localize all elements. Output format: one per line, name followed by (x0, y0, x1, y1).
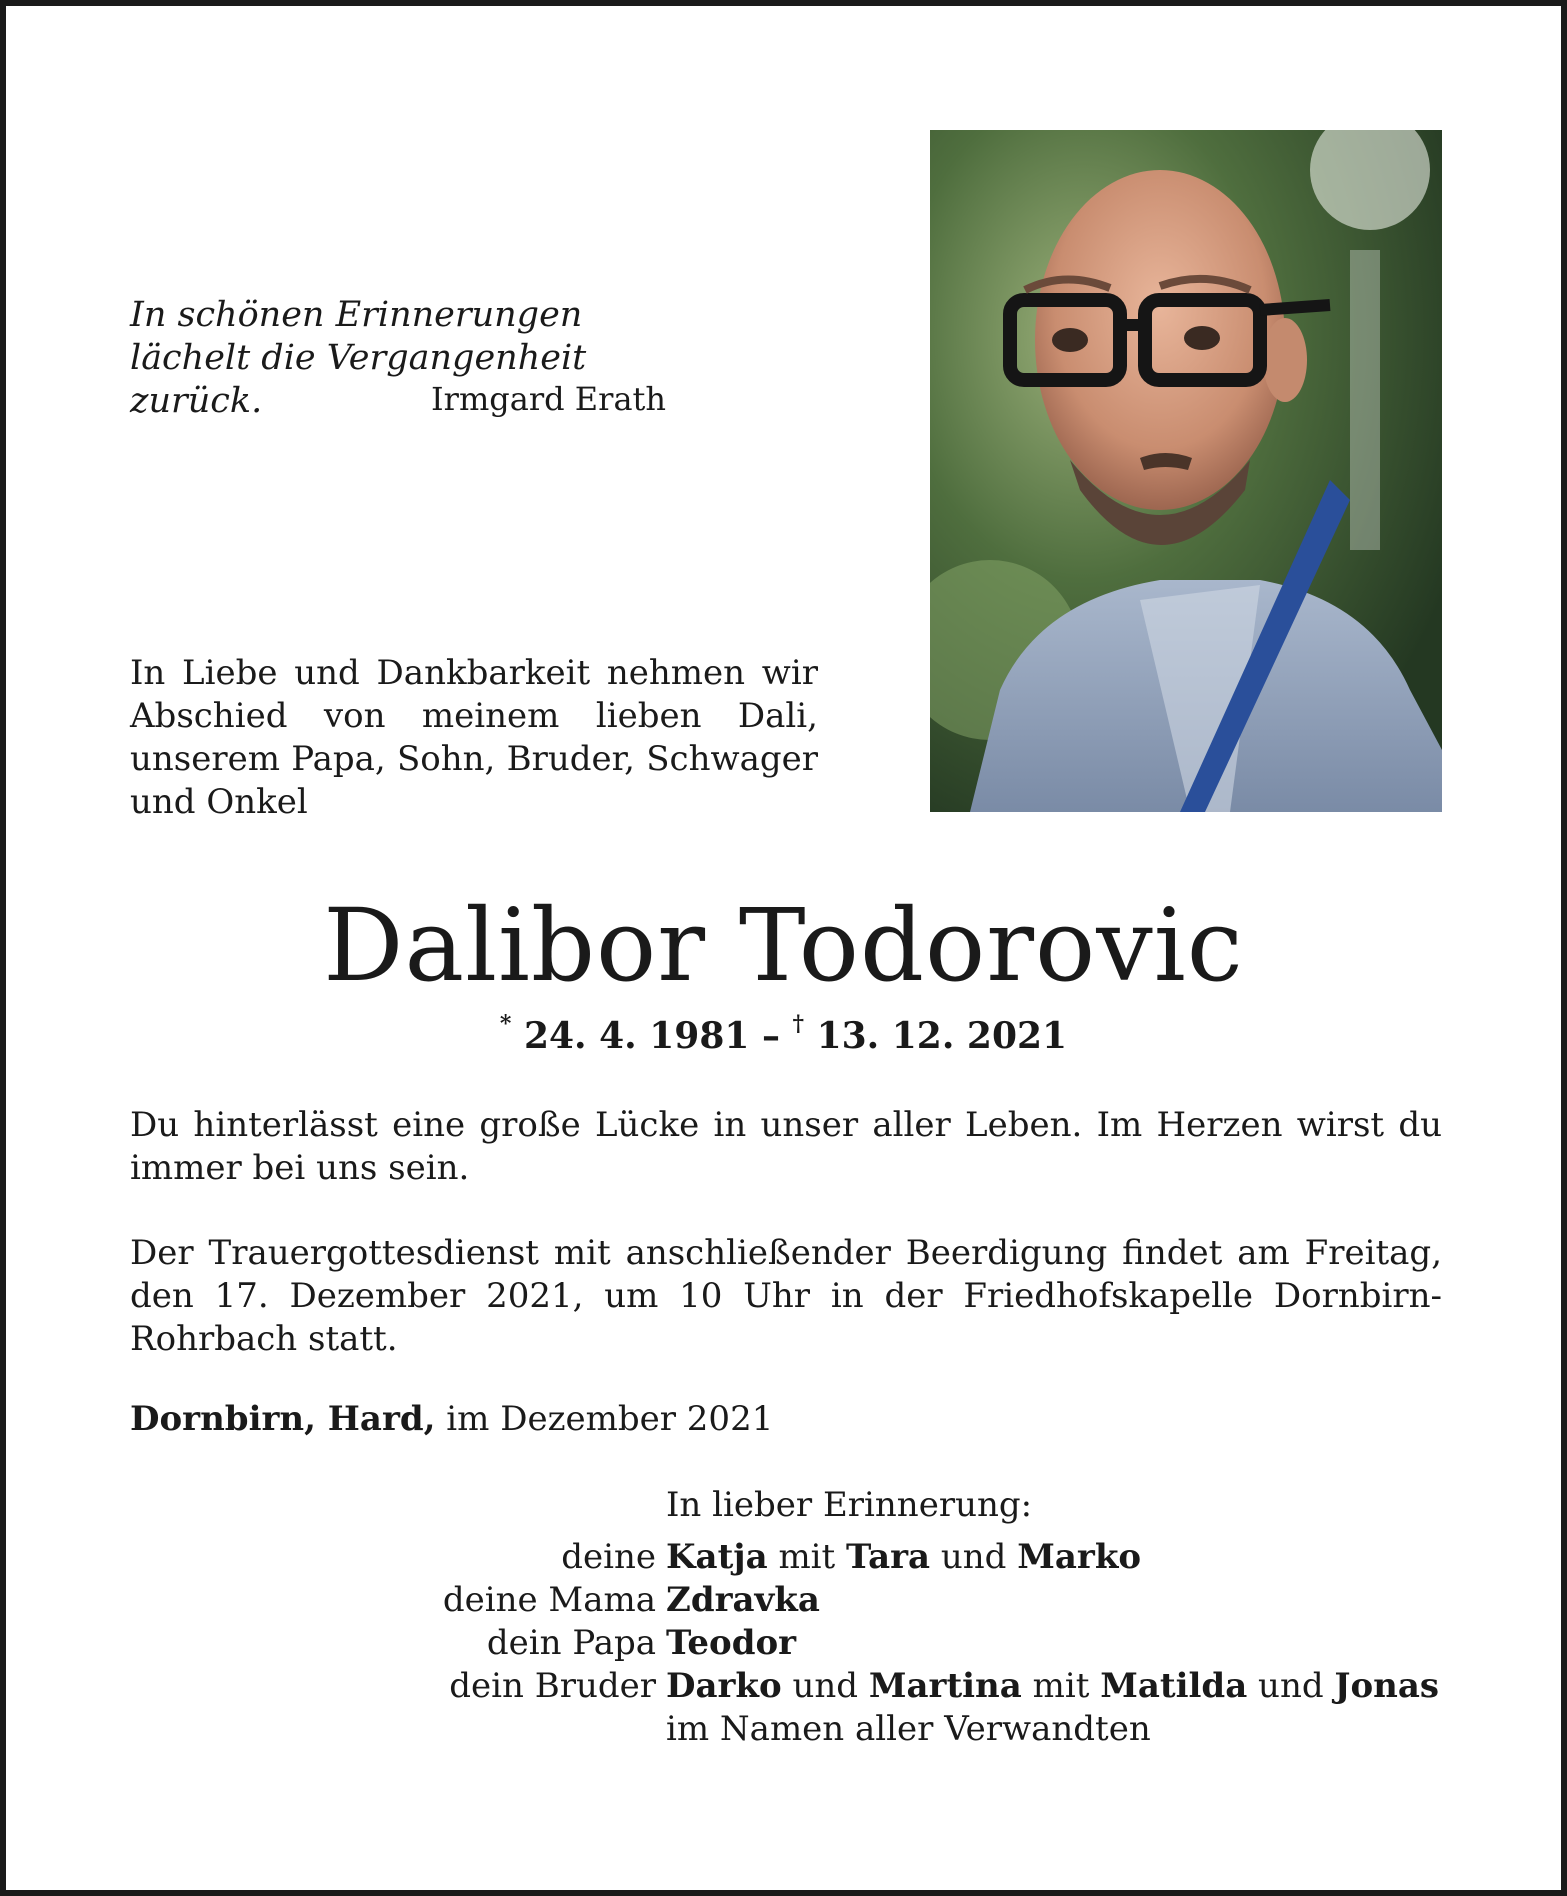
family-connector: und (940, 1537, 1007, 1577)
family-names (666, 1665, 1442, 1708)
deceased-name: Dalibor Todorovic (323, 887, 1244, 1004)
death-mark: † (792, 1011, 805, 1037)
quote-author: Irmgard Erath (431, 380, 666, 418)
family-relation: dein Papa (486, 1623, 656, 1663)
family-closing: im Namen aller Verwandten (666, 1709, 1151, 1749)
family-relation-empty (130, 1708, 666, 1751)
family-row (130, 1622, 1442, 1665)
place-date: im Dezember 2021 (446, 1399, 774, 1439)
family-name: Marko (1017, 1537, 1142, 1577)
place-and-date (130, 1398, 1130, 1441)
family-relation: dein Bruder (449, 1666, 656, 1706)
family-row (130, 1579, 1442, 1622)
family-name: Katja (666, 1537, 768, 1577)
family-name: Teodor (666, 1623, 797, 1663)
family-names (666, 1579, 1442, 1622)
portrait-photo (930, 130, 1442, 812)
service-paragraph: Der Trauergottesdienst mit anschließender Beerdigung findet am Freitag, den 17. Dezember 2021, um 10 Uhr in der Friedhofskapelle Dornbirn-Rohrbach statt. (130, 1233, 1442, 1359)
family-names (666, 1622, 1442, 1665)
family-connector: mit (778, 1537, 836, 1577)
family-row (130, 1536, 1442, 1579)
family-name: Darko (666, 1666, 782, 1706)
birth-mark: * (499, 1011, 512, 1037)
birth-date: 24. 4. 1981 (523, 1015, 750, 1057)
death-date: 13. 12. 2021 (816, 1015, 1068, 1057)
family-connector: mit (1032, 1666, 1090, 1706)
place-names: Dornbirn, Hard, (130, 1399, 436, 1439)
family-relation: deine Mama (442, 1580, 656, 1620)
remembrance-label: In lieber Erinnerung: (666, 1485, 1033, 1525)
farewell-paragraph: Du hinterlässt eine große Lücke in unser aller Leben. Im Herzen wirst du immer bei uns sein. (130, 1105, 1442, 1188)
quote-line-2: lächelt die Vergangenheit zurück. (130, 338, 587, 421)
family-row (130, 1708, 1442, 1751)
family-names (666, 1536, 1442, 1579)
family-name: Matilda (1100, 1666, 1248, 1706)
quote-line-1: In schönen Erinnerungen (130, 295, 583, 335)
family-connector: und (792, 1666, 859, 1706)
family-list (130, 1536, 1442, 1751)
family-name: Zdravka (666, 1580, 820, 1620)
date-separator: – (761, 1015, 780, 1057)
portrait-photo-icon (930, 130, 1442, 812)
family-name: Tara (846, 1537, 931, 1577)
family-name: Martina (868, 1666, 1022, 1706)
family-connector: und (1258, 1666, 1324, 1706)
family-relation: deine (561, 1537, 656, 1577)
family-name: Jonas (1334, 1666, 1440, 1706)
life-dates (6, 1012, 1561, 1060)
family-row (130, 1665, 1442, 1708)
intro-text: In Liebe und Dankbarkeit nehmen wir Abschied von meinem lieben Dali, unserem Papa, Sohn, Bruder, Schwager und Onkel (130, 653, 818, 822)
